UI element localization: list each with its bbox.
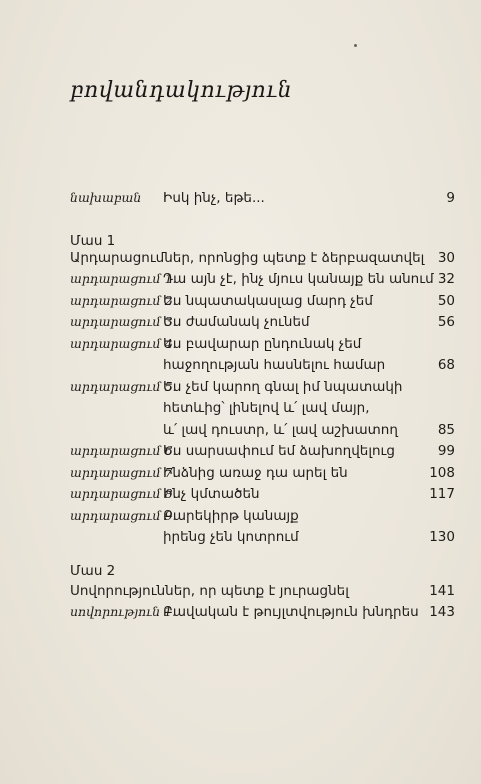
toc-entry-text: Ես ժամանակ չունեմ	[163, 314, 310, 330]
toc-entry-label: արդարացում 6.	[70, 443, 177, 458]
toc-entry[interactable]	[0, 440, 481, 462]
toc-entry[interactable]	[0, 419, 481, 441]
toc-page-number: 56	[437, 314, 455, 330]
toc-section-title: Սովորություններ, որ պետք է յուրացնել	[70, 583, 349, 599]
toc-entry-text: և՛ լավ դուստր, և՛ լավ աշխատող	[163, 421, 398, 438]
toc-entry-label: արդարացում 9.	[70, 507, 177, 523]
toc-section-part1[interactable]	[0, 247, 481, 269]
paper-speck	[354, 44, 357, 47]
toc-entry[interactable]	[0, 268, 481, 290]
toc-page-number: 117	[429, 486, 455, 502]
toc-entry[interactable]	[0, 483, 481, 505]
toc-entry-label: արդարացում 7.	[70, 464, 177, 480]
toc-entry-text: Ինչ կմտածեն	[163, 486, 260, 502]
toc-entry[interactable]	[0, 354, 481, 376]
toc-page-number: 30	[437, 250, 455, 266]
toc-entry-text: Դա այն չէ, ինչ մյուս կանայք են անում	[163, 271, 434, 287]
toc-entry-text: Իսկ ինչ, եթե...	[163, 190, 265, 206]
toc-entry-text: Ես չեմ կարող գնալ իմ նպատակի	[163, 378, 403, 395]
toc-page-number: 108	[429, 464, 455, 481]
toc-entry-text: Ես սարսափում եմ ձախողվելուց	[163, 443, 395, 459]
toc-entry-label: արդարացում 2.	[70, 292, 177, 308]
toc-entry[interactable]	[0, 462, 481, 484]
toc-section-title: Արդարացումներ, որոնցից պետք է ձերբազատվել	[70, 250, 425, 266]
toc-entry-label: արդարացում 4.	[70, 335, 177, 351]
toc-page-number: 99	[437, 443, 455, 459]
toc-entry[interactable]	[0, 376, 481, 398]
toc-entry[interactable]	[0, 601, 481, 623]
toc-entry-label: սովորություն 1.	[70, 604, 177, 619]
toc-section-part2[interactable]	[0, 580, 481, 602]
toc-entry[interactable]	[0, 397, 481, 419]
toc-page-number: 130	[429, 529, 455, 545]
toc-entry[interactable]	[0, 290, 481, 312]
toc-entry[interactable]	[0, 311, 481, 333]
part-heading	[0, 560, 481, 582]
toc-page-number: 68	[437, 357, 455, 373]
toc-entry-label: արդարացում 3.	[70, 314, 177, 329]
toc-entry-text: Ինձնից առաջ դա արել են	[163, 464, 348, 481]
toc-entry-text: հետևից՝ լինելով և՛ լավ մայր,	[163, 400, 370, 416]
page-title: բովանդակություն	[70, 78, 293, 103]
toc-entry[interactable]	[0, 505, 481, 527]
toc-entry-label: նախաբան	[70, 190, 142, 205]
toc-entry-label: արդարացում 1.	[70, 271, 177, 286]
toc-entry-text: Բարեկիրթ կանայք	[163, 507, 299, 524]
toc-page-number: 32	[437, 271, 455, 287]
toc-entry-text: Բավական է թույլտվություն խնդրես	[163, 604, 419, 620]
toc-page-number: 141	[429, 583, 455, 599]
toc-entry-label: արդարացում 8.	[70, 486, 177, 501]
toc-page-number: 9	[446, 190, 455, 206]
toc-entry[interactable]	[0, 526, 481, 548]
toc-page-number: 50	[437, 292, 455, 309]
toc-page-number: 143	[429, 604, 455, 620]
toc-entry-intro[interactable]	[0, 187, 481, 209]
toc-entry-text: հաջողության հասնելու համար	[163, 357, 386, 373]
toc-entry-text: Ես բավարար ընդունակ չեմ	[163, 335, 362, 352]
toc-entry-label: արդարացում 5.	[70, 378, 177, 394]
part-heading-text: Մաս 2	[70, 563, 116, 579]
part-heading-text: Մաս 1	[70, 233, 116, 249]
toc-page-number: 85	[437, 421, 455, 438]
toc-entry-text: Ես նպատակասլաց մարդ չեմ	[163, 292, 373, 309]
toc-entry[interactable]	[0, 333, 481, 355]
toc-entry-text: իրենց չեն կոտրում	[163, 529, 299, 545]
